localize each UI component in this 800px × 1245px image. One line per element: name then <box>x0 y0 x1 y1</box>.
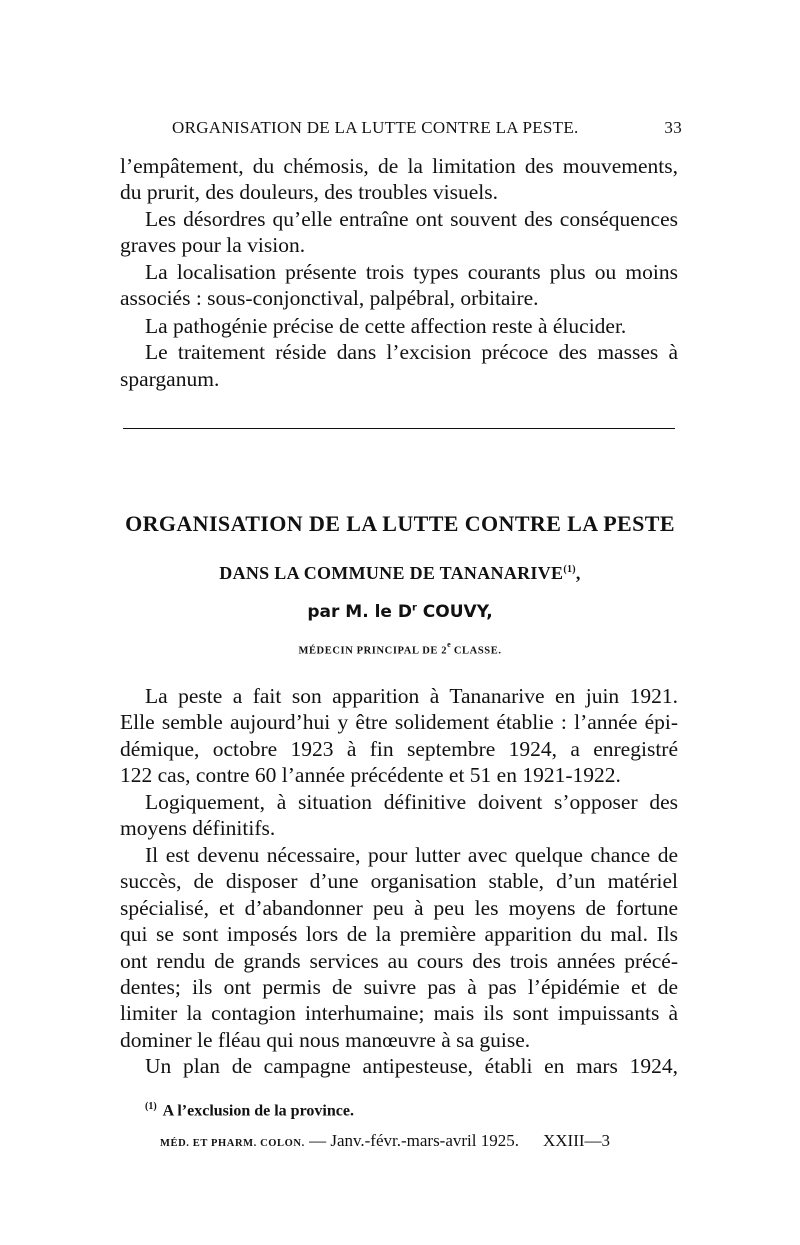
text-line: Un plan de campagne antipesteuse, établi en mars 1924, <box>145 1054 678 1078</box>
article-subtitle: DANS LA COMMUNE DE TANANARIVE$^{(1)}$, <box>219 563 581 583</box>
running-head-title: ORGANISATION DE LA LUTTE CONTRE LA PESTE. <box>172 118 579 137</box>
article-title: ORGANISATION DE LA LUTTE CONTRE LA PESTE <box>125 511 675 536</box>
text-line: Logiquement, à situation définitive doivent s’opposer des <box>145 790 678 814</box>
text-line: associés : sous-conjonctival, palpébral, orbitaire. <box>120 286 539 310</box>
text-line: sparganum. <box>120 367 220 391</box>
footnote-marker: (1) <box>145 1101 157 1112</box>
issue-date: Janv.-févr.-mars-avril 1925. <box>330 1131 519 1150</box>
text-line: dominer le fléau qui nous manœuvre à sa guise. <box>120 1028 531 1052</box>
text-line: dentes; ils ont permis de suivre pas à pas l’épidémie et de <box>120 975 678 999</box>
text-line: démique, octobre 1923 à fin septembre 1924, a enregistré <box>120 737 678 761</box>
text-line: qui se sont imposés lors de la première apparition du mal. Ils <box>120 922 678 946</box>
page-number: 33 <box>664 118 682 137</box>
text-line: moyens définitifs. <box>120 816 276 840</box>
text-line: limiter la contagion interhumaine; mais ils sont impuissants à <box>120 1001 678 1025</box>
text-line: l’empâtement, du chémosis, de la limitation des mouvements, <box>120 154 678 178</box>
text-line: du prurit, des douleurs, des troubles visuels. <box>120 180 498 204</box>
footnote <box>145 1101 354 1120</box>
text-line: Les désordres qu’elle entraîne ont souvent des conséquences <box>145 207 678 231</box>
text-line: Le traitement réside dans l’excision précoce des masses à <box>145 340 678 364</box>
journal-name: MÉD. ET PHARM. COLON. <box>160 1138 305 1149</box>
footnote-text: A l’exclusion de la province. <box>162 1102 354 1120</box>
text-line: La pathogénie précise de cette affection reste à élucider. <box>145 314 627 338</box>
section-divider <box>123 428 675 429</box>
footnote-marker: (1) <box>563 564 576 575</box>
text-line: graves pour la vision. <box>120 233 306 257</box>
text-line: succès, de disposer d’une organisation stable, d’un matériel <box>120 869 678 893</box>
affiliation: MÉDECIN PRINCIPAL DE 2e CLASSE. <box>298 640 502 657</box>
text-line: Il est devenu nécessaire, pour lutter avec quelque chance de <box>145 843 678 867</box>
signature-mark: XXIII—3 <box>543 1131 611 1150</box>
text-line: spécialisé, et d’abandonner peu à peu les moyens de fortune <box>120 896 678 920</box>
text-line: La peste a fait son apparition à Tananarive en juin 1921. <box>145 684 678 708</box>
text-line: ont rendu de grands services au cours des trois années précé- <box>120 949 678 973</box>
running-head <box>172 118 682 138</box>
page-footer: MÉD. ET PHARM. COLON. — Janv.-févr.-mars-avril 1925. XXIII—3 <box>160 1131 611 1150</box>
text-line: La localisation présente trois types courants plus ou moins <box>145 260 678 284</box>
text-line: 122 cas, contre 60 l’année précédente et 51 en 1921-1922. <box>120 763 621 787</box>
text-line: Elle semble aujourd’hui y être solidement établie : l’année épi- <box>120 710 678 734</box>
byline: par M. le $D^r$ COUVY, <box>307 602 493 622</box>
